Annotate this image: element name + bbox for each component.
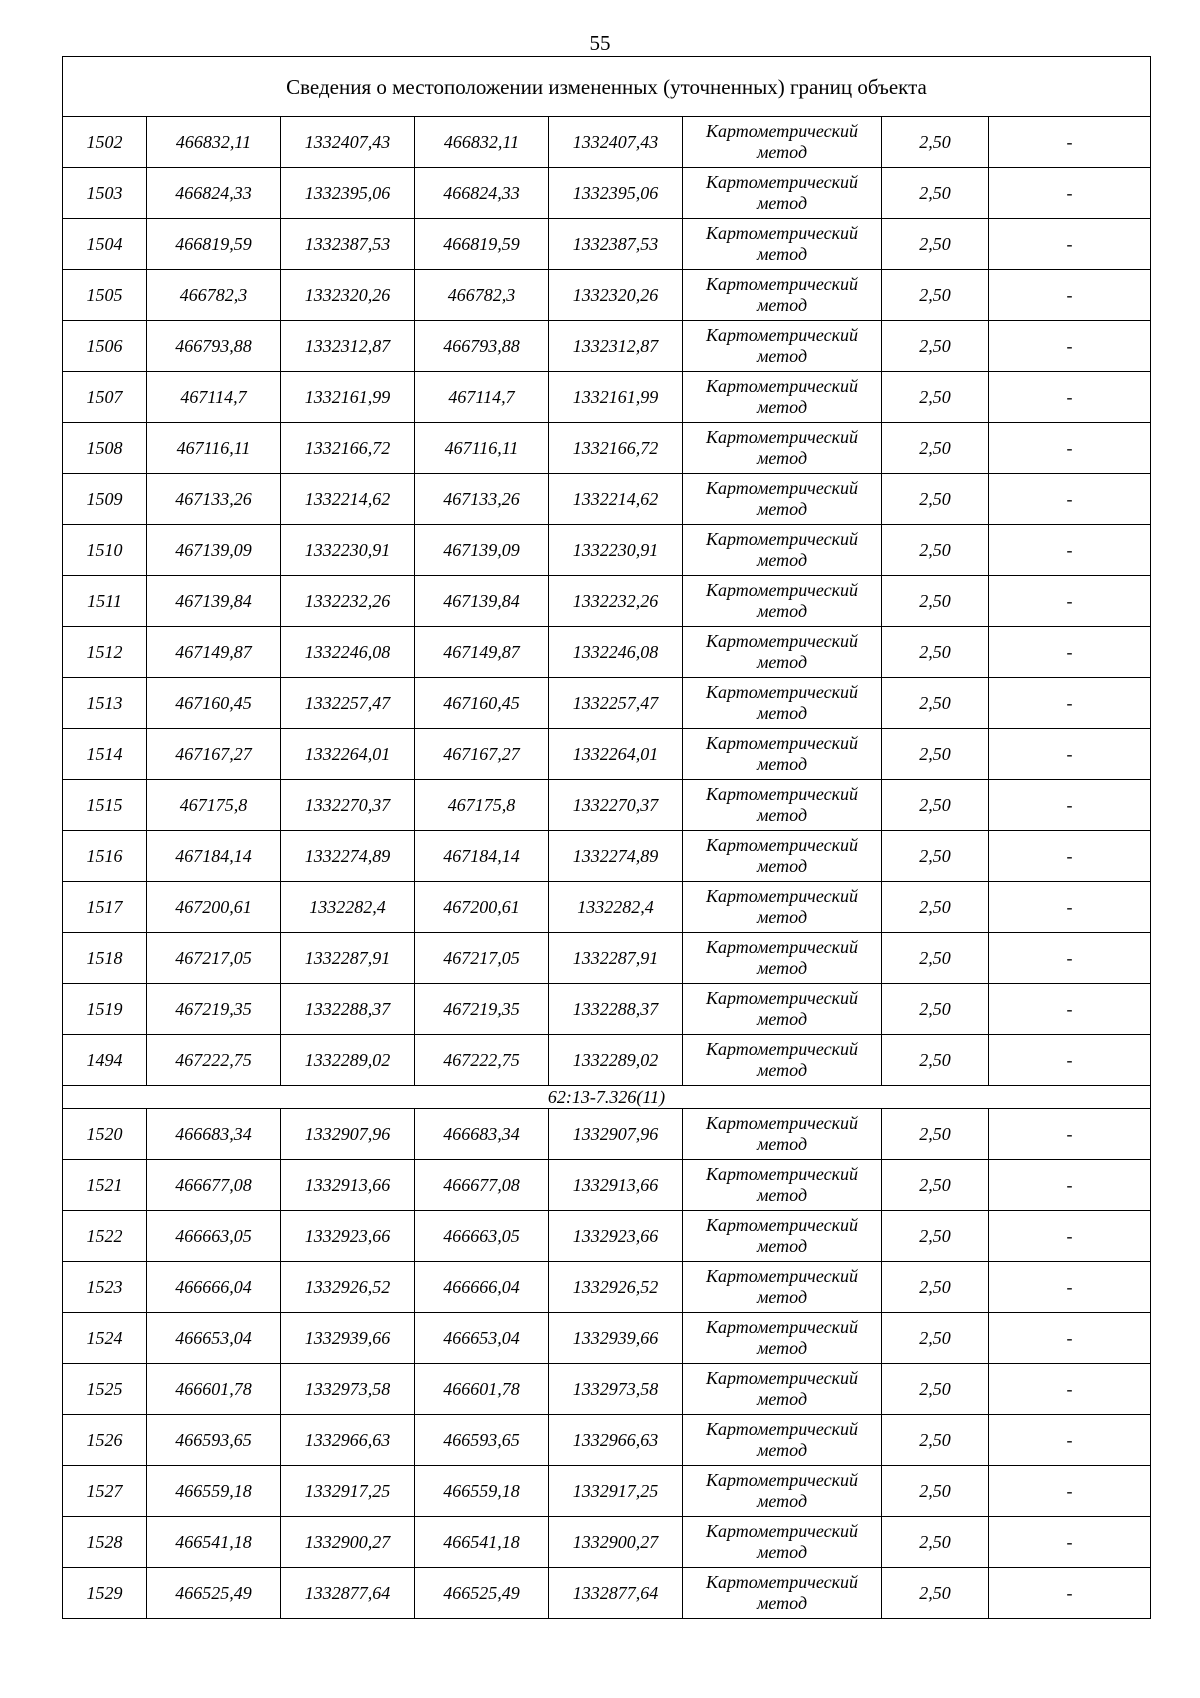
cell-x-new: 467175,8 <box>415 780 549 831</box>
table-row <box>63 219 1151 270</box>
cell-point-number: 1505 <box>63 270 147 321</box>
cell-method: Картометрический метод <box>683 219 882 270</box>
cell-accuracy: 2,50 <box>882 882 989 933</box>
cell-y-new: 1332257,47 <box>549 678 683 729</box>
cell-x-new: 466593,65 <box>415 1415 549 1466</box>
cell-y-new: 1332923,66 <box>549 1211 683 1262</box>
cell-note: - <box>989 1517 1151 1568</box>
cell-y-previous: 1332312,87 <box>281 321 415 372</box>
cell-point-number: 1512 <box>63 627 147 678</box>
table-row <box>63 1415 1151 1466</box>
cell-y-new: 1332230,91 <box>549 525 683 576</box>
table-row <box>63 933 1151 984</box>
cell-accuracy: 2,50 <box>882 474 989 525</box>
cell-y-previous: 1332320,26 <box>281 270 415 321</box>
cell-x-new: 467114,7 <box>415 372 549 423</box>
cell-y-previous: 1332939,66 <box>281 1313 415 1364</box>
cell-y-new: 1332926,52 <box>549 1262 683 1313</box>
cell-y-previous: 1332287,91 <box>281 933 415 984</box>
cell-note: - <box>989 627 1151 678</box>
cell-x-new: 466653,04 <box>415 1313 549 1364</box>
cell-method: Картометрический метод <box>683 270 882 321</box>
cell-x-previous: 466793,88 <box>147 321 281 372</box>
cell-y-previous: 1332387,53 <box>281 219 415 270</box>
cell-method: Картометрический метод <box>683 1262 882 1313</box>
cell-note: - <box>989 1415 1151 1466</box>
cell-method: Картометрический метод <box>683 1568 882 1619</box>
cell-note: - <box>989 474 1151 525</box>
cell-y-new: 1332166,72 <box>549 423 683 474</box>
cell-method: Картометрический метод <box>683 1415 882 1466</box>
cell-method: Картометрический метод <box>683 678 882 729</box>
cell-point-number: 1521 <box>63 1160 147 1211</box>
cell-accuracy: 2,50 <box>882 1109 989 1160</box>
cell-point-number: 1503 <box>63 168 147 219</box>
cell-method: Картометрический метод <box>683 1109 882 1160</box>
boundary-coordinates-table <box>62 56 1151 1619</box>
cell-x-previous: 467149,87 <box>147 627 281 678</box>
cell-y-previous: 1332214,62 <box>281 474 415 525</box>
table-body <box>63 57 1151 1619</box>
cell-y-previous: 1332289,02 <box>281 1035 415 1086</box>
cell-accuracy: 2,50 <box>882 168 989 219</box>
cell-note: - <box>989 882 1151 933</box>
cell-x-new: 466541,18 <box>415 1517 549 1568</box>
cell-method: Картометрический метод <box>683 168 882 219</box>
cell-note: - <box>989 576 1151 627</box>
cell-point-number: 1506 <box>63 321 147 372</box>
cell-x-new: 466824,33 <box>415 168 549 219</box>
cell-point-number: 1520 <box>63 1109 147 1160</box>
cell-note: - <box>989 780 1151 831</box>
cell-x-previous: 466559,18 <box>147 1466 281 1517</box>
cell-x-new: 467139,09 <box>415 525 549 576</box>
cell-method: Картометрический метод <box>683 117 882 168</box>
cell-y-new: 1332973,58 <box>549 1364 683 1415</box>
cell-method: Картометрический метод <box>683 1160 882 1211</box>
cell-x-previous: 467160,45 <box>147 678 281 729</box>
cell-accuracy: 2,50 <box>882 1211 989 1262</box>
cell-x-previous: 467219,35 <box>147 984 281 1035</box>
cell-y-previous: 1332877,64 <box>281 1568 415 1619</box>
cell-x-previous: 467184,14 <box>147 831 281 882</box>
cell-note: - <box>989 219 1151 270</box>
cell-y-previous: 1332270,37 <box>281 780 415 831</box>
cell-y-previous: 1332907,96 <box>281 1109 415 1160</box>
cell-y-new: 1332387,53 <box>549 219 683 270</box>
cell-note: - <box>989 984 1151 1035</box>
table-row <box>63 678 1151 729</box>
cell-method: Картометрический метод <box>683 729 882 780</box>
cell-x-new: 466832,11 <box>415 117 549 168</box>
cell-x-new: 466559,18 <box>415 1466 549 1517</box>
cell-y-new: 1332264,01 <box>549 729 683 780</box>
cell-x-new: 466525,49 <box>415 1568 549 1619</box>
cell-x-previous: 466683,34 <box>147 1109 281 1160</box>
cell-note: - <box>989 1568 1151 1619</box>
cell-x-new: 467160,45 <box>415 678 549 729</box>
table-row <box>63 576 1151 627</box>
cell-y-previous: 1332917,25 <box>281 1466 415 1517</box>
cell-accuracy: 2,50 <box>882 219 989 270</box>
cell-y-new: 1332232,26 <box>549 576 683 627</box>
table-row <box>63 627 1151 678</box>
cell-accuracy: 2,50 <box>882 729 989 780</box>
cell-y-new: 1332289,02 <box>549 1035 683 1086</box>
cell-y-new: 1332274,89 <box>549 831 683 882</box>
cell-accuracy: 2,50 <box>882 831 989 882</box>
cell-note: - <box>989 270 1151 321</box>
cell-x-new: 466683,34 <box>415 1109 549 1160</box>
cell-method: Картометрический метод <box>683 321 882 372</box>
cell-point-number: 1507 <box>63 372 147 423</box>
cell-x-previous: 466653,04 <box>147 1313 281 1364</box>
cell-x-new: 467167,27 <box>415 729 549 780</box>
cell-accuracy: 2,50 <box>882 1415 989 1466</box>
cell-y-new: 1332312,87 <box>549 321 683 372</box>
cell-x-new: 467219,35 <box>415 984 549 1035</box>
cell-note: - <box>989 423 1151 474</box>
cell-y-new: 1332287,91 <box>549 933 683 984</box>
cell-x-previous: 467167,27 <box>147 729 281 780</box>
cell-point-number: 1524 <box>63 1313 147 1364</box>
table-row <box>63 1466 1151 1517</box>
cell-y-new: 1332966,63 <box>549 1415 683 1466</box>
table-row <box>63 1160 1151 1211</box>
table-row <box>63 1364 1151 1415</box>
cell-point-number: 1522 <box>63 1211 147 1262</box>
cell-method: Картометрический метод <box>683 1517 882 1568</box>
table-title-row <box>63 57 1151 117</box>
cell-y-new: 1332900,27 <box>549 1517 683 1568</box>
cell-x-new: 467133,26 <box>415 474 549 525</box>
cell-accuracy: 2,50 <box>882 627 989 678</box>
cell-note: - <box>989 831 1151 882</box>
cell-y-new: 1332246,08 <box>549 627 683 678</box>
cell-method: Картометрический метод <box>683 576 882 627</box>
cell-x-previous: 466819,59 <box>147 219 281 270</box>
cell-accuracy: 2,50 <box>882 1466 989 1517</box>
table-row <box>63 1568 1151 1619</box>
cell-method: Картометрический метод <box>683 1211 882 1262</box>
cell-y-previous: 1332161,99 <box>281 372 415 423</box>
cell-accuracy: 2,50 <box>882 984 989 1035</box>
cell-x-new: 467184,14 <box>415 831 549 882</box>
page-number: 55 <box>589 31 611 55</box>
cell-x-previous: 466601,78 <box>147 1364 281 1415</box>
cell-x-previous: 466525,49 <box>147 1568 281 1619</box>
cell-x-previous: 467114,7 <box>147 372 281 423</box>
cell-y-previous: 1332264,01 <box>281 729 415 780</box>
cell-y-new: 1332161,99 <box>549 372 683 423</box>
cell-accuracy: 2,50 <box>882 117 989 168</box>
cell-note: - <box>989 321 1151 372</box>
cell-accuracy: 2,50 <box>882 1262 989 1313</box>
cell-note: - <box>989 168 1151 219</box>
table-row <box>63 321 1151 372</box>
section-row <box>63 1086 1151 1109</box>
table-row <box>63 780 1151 831</box>
cell-point-number: 1513 <box>63 678 147 729</box>
table-row <box>63 1035 1151 1086</box>
cell-method: Картометрический метод <box>683 1364 882 1415</box>
cell-y-new: 1332913,66 <box>549 1160 683 1211</box>
table-row <box>63 1262 1151 1313</box>
table-row <box>63 729 1151 780</box>
cell-accuracy: 2,50 <box>882 1313 989 1364</box>
cell-x-previous: 467222,75 <box>147 1035 281 1086</box>
cell-y-previous: 1332282,4 <box>281 882 415 933</box>
cell-note: - <box>989 117 1151 168</box>
cell-y-new: 1332320,26 <box>549 270 683 321</box>
cell-point-number: 1526 <box>63 1415 147 1466</box>
cell-note: - <box>989 372 1151 423</box>
cell-y-new: 1332288,37 <box>549 984 683 1035</box>
cell-note: - <box>989 933 1151 984</box>
cell-x-previous: 466541,18 <box>147 1517 281 1568</box>
cell-x-previous: 467200,61 <box>147 882 281 933</box>
cell-point-number: 1517 <box>63 882 147 933</box>
cell-y-new: 1332877,64 <box>549 1568 683 1619</box>
cell-x-new: 467139,84 <box>415 576 549 627</box>
cell-method: Картометрический метод <box>683 627 882 678</box>
cell-y-previous: 1332230,91 <box>281 525 415 576</box>
cell-y-new: 1332907,96 <box>549 1109 683 1160</box>
cell-y-new: 1332270,37 <box>549 780 683 831</box>
cell-y-previous: 1332166,72 <box>281 423 415 474</box>
cell-point-number: 1502 <box>63 117 147 168</box>
table-row <box>63 474 1151 525</box>
cell-x-previous: 466782,3 <box>147 270 281 321</box>
table-row <box>63 831 1151 882</box>
cell-x-new: 466819,59 <box>415 219 549 270</box>
cell-x-previous: 467133,26 <box>147 474 281 525</box>
cell-x-previous: 466677,08 <box>147 1160 281 1211</box>
cell-y-previous: 1332274,89 <box>281 831 415 882</box>
cell-note: - <box>989 1262 1151 1313</box>
cell-y-previous: 1332257,47 <box>281 678 415 729</box>
cell-point-number: 1494 <box>63 1035 147 1086</box>
cell-y-previous: 1332923,66 <box>281 1211 415 1262</box>
cell-y-new: 1332407,43 <box>549 117 683 168</box>
cell-x-new: 466793,88 <box>415 321 549 372</box>
cell-accuracy: 2,50 <box>882 1035 989 1086</box>
table-row <box>63 1109 1151 1160</box>
cell-point-number: 1518 <box>63 933 147 984</box>
cell-point-number: 1510 <box>63 525 147 576</box>
cell-point-number: 1523 <box>63 1262 147 1313</box>
cell-method: Картометрический метод <box>683 423 882 474</box>
cell-point-number: 1508 <box>63 423 147 474</box>
cell-accuracy: 2,50 <box>882 933 989 984</box>
cell-x-previous: 466666,04 <box>147 1262 281 1313</box>
cell-accuracy: 2,50 <box>882 372 989 423</box>
cell-method: Картометрический метод <box>683 1313 882 1364</box>
cell-point-number: 1527 <box>63 1466 147 1517</box>
table-row <box>63 117 1151 168</box>
cell-method: Картометрический метод <box>683 1466 882 1517</box>
cell-y-new: 1332395,06 <box>549 168 683 219</box>
table-row <box>63 168 1151 219</box>
cell-y-previous: 1332232,26 <box>281 576 415 627</box>
cell-method: Картометрический метод <box>683 372 882 423</box>
cell-y-previous: 1332395,06 <box>281 168 415 219</box>
cell-x-new: 466601,78 <box>415 1364 549 1415</box>
cell-x-previous: 467217,05 <box>147 933 281 984</box>
cell-accuracy: 2,50 <box>882 1160 989 1211</box>
cell-y-new: 1332917,25 <box>549 1466 683 1517</box>
cell-x-previous: 467116,11 <box>147 423 281 474</box>
cell-note: - <box>989 1160 1151 1211</box>
table-row <box>63 423 1151 474</box>
cell-y-previous: 1332246,08 <box>281 627 415 678</box>
cell-x-previous: 467175,8 <box>147 780 281 831</box>
cell-y-previous: 1332973,58 <box>281 1364 415 1415</box>
cell-note: - <box>989 1466 1151 1517</box>
table-row <box>63 1211 1151 1262</box>
cell-note: - <box>989 678 1151 729</box>
cadastral-section-label: 62:13-7.326(11) <box>63 1086 1151 1109</box>
cell-accuracy: 2,50 <box>882 321 989 372</box>
cell-y-previous: 1332913,66 <box>281 1160 415 1211</box>
cell-method: Картометрический метод <box>683 882 882 933</box>
cell-accuracy: 2,50 <box>882 678 989 729</box>
cell-x-previous: 466832,11 <box>147 117 281 168</box>
cell-x-new: 467149,87 <box>415 627 549 678</box>
cell-x-new: 466782,3 <box>415 270 549 321</box>
cell-y-new: 1332939,66 <box>549 1313 683 1364</box>
cell-accuracy: 2,50 <box>882 576 989 627</box>
cell-method: Картометрический метод <box>683 831 882 882</box>
cell-note: - <box>989 1211 1151 1262</box>
cell-point-number: 1515 <box>63 780 147 831</box>
cell-note: - <box>989 729 1151 780</box>
cell-method: Картометрический метод <box>683 984 882 1035</box>
cell-x-new: 467217,05 <box>415 933 549 984</box>
cell-x-new: 467222,75 <box>415 1035 549 1086</box>
cell-point-number: 1504 <box>63 219 147 270</box>
cell-note: - <box>989 1109 1151 1160</box>
cell-method: Картометрический метод <box>683 525 882 576</box>
table-row <box>63 1517 1151 1568</box>
cell-y-new: 1332282,4 <box>549 882 683 933</box>
cell-method: Картометрический метод <box>683 780 882 831</box>
cell-accuracy: 2,50 <box>882 270 989 321</box>
table-row <box>63 984 1151 1035</box>
cell-note: - <box>989 1313 1151 1364</box>
cell-y-previous: 1332288,37 <box>281 984 415 1035</box>
cell-x-previous: 466593,65 <box>147 1415 281 1466</box>
cell-point-number: 1514 <box>63 729 147 780</box>
cell-x-previous: 466663,05 <box>147 1211 281 1262</box>
cell-y-previous: 1332900,27 <box>281 1517 415 1568</box>
cell-x-new: 466677,08 <box>415 1160 549 1211</box>
cell-method: Картометрический метод <box>683 933 882 984</box>
cell-accuracy: 2,50 <box>882 525 989 576</box>
cell-point-number: 1528 <box>63 1517 147 1568</box>
cell-point-number: 1511 <box>63 576 147 627</box>
table-row <box>63 525 1151 576</box>
cell-point-number: 1516 <box>63 831 147 882</box>
cell-accuracy: 2,50 <box>882 780 989 831</box>
cell-point-number: 1529 <box>63 1568 147 1619</box>
cell-point-number: 1525 <box>63 1364 147 1415</box>
cell-x-new: 466663,05 <box>415 1211 549 1262</box>
cell-point-number: 1509 <box>63 474 147 525</box>
cell-method: Картометрический метод <box>683 1035 882 1086</box>
cell-method: Картометрический метод <box>683 474 882 525</box>
table-title: Сведения о местоположении измененных (уточненных) границ объекта <box>63 57 1151 117</box>
cell-y-previous: 1332407,43 <box>281 117 415 168</box>
cell-x-new: 467116,11 <box>415 423 549 474</box>
table-row <box>63 372 1151 423</box>
cell-x-previous: 467139,84 <box>147 576 281 627</box>
cell-y-new: 1332214,62 <box>549 474 683 525</box>
cell-accuracy: 2,50 <box>882 1517 989 1568</box>
cell-y-previous: 1332966,63 <box>281 1415 415 1466</box>
table-row <box>63 1313 1151 1364</box>
cell-accuracy: 2,50 <box>882 1568 989 1619</box>
cell-note: - <box>989 1364 1151 1415</box>
cell-x-new: 467200,61 <box>415 882 549 933</box>
cell-accuracy: 2,50 <box>882 423 989 474</box>
cell-note: - <box>989 1035 1151 1086</box>
table-row <box>63 882 1151 933</box>
cell-x-previous: 466824,33 <box>147 168 281 219</box>
cell-x-previous: 467139,09 <box>147 525 281 576</box>
cell-note: - <box>989 525 1151 576</box>
cell-y-previous: 1332926,52 <box>281 1262 415 1313</box>
cell-accuracy: 2,50 <box>882 1364 989 1415</box>
cell-x-new: 466666,04 <box>415 1262 549 1313</box>
table-row <box>63 270 1151 321</box>
cell-point-number: 1519 <box>63 984 147 1035</box>
